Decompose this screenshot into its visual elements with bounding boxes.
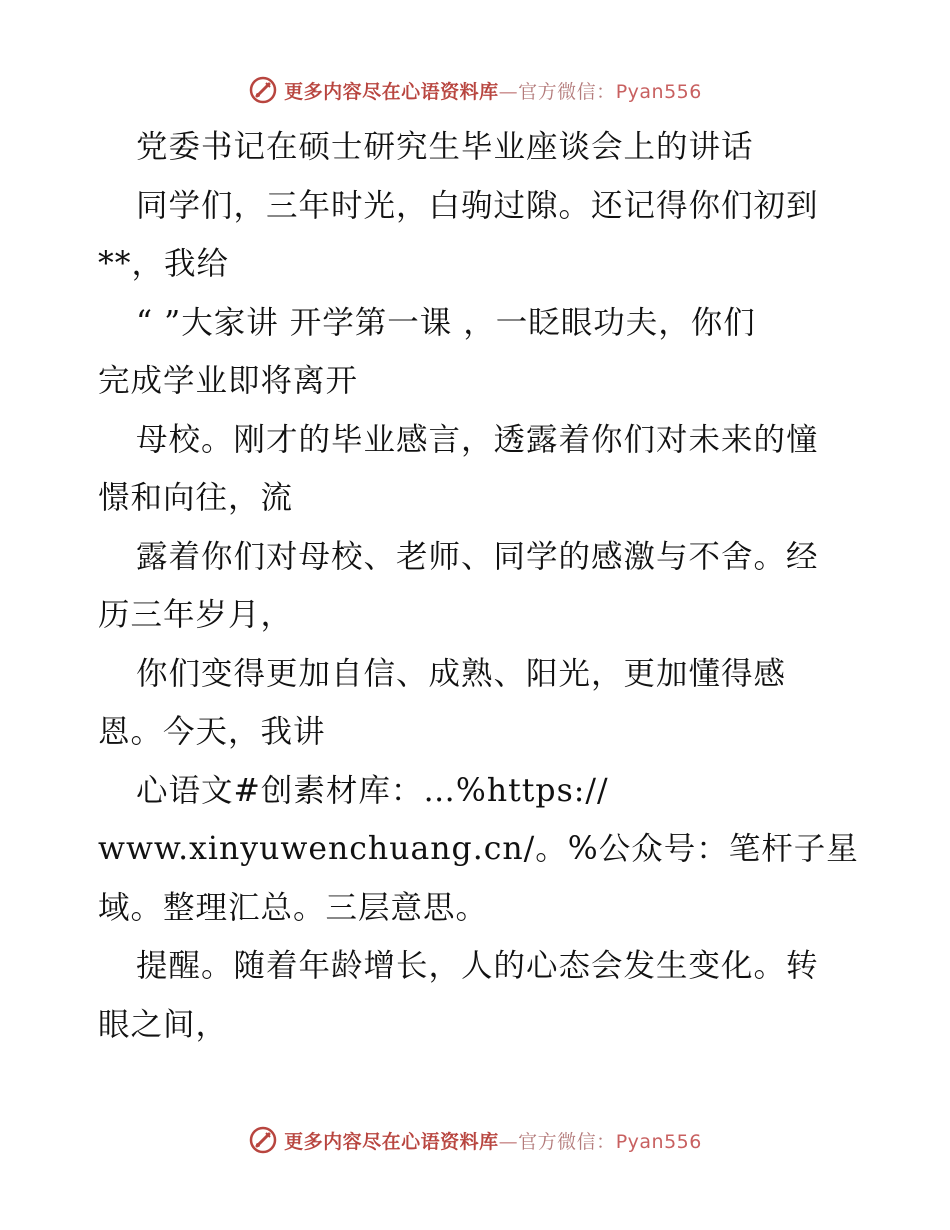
pen-logo-icon [248,1125,278,1155]
watermark-wechat-label: 官方微信： [518,1130,616,1153]
text-line: www.xinyuwenchuang.cn/。%公众号：笔杆子星 [98,831,859,867]
text-line: **，我给 [98,246,230,282]
document-body [98,118,858,1054]
watermark-text [284,77,702,104]
watermark-brand: 更多内容尽在心语资料库 [284,80,499,103]
text-line: 眼之间， [98,1006,229,1043]
pen-logo-icon [248,75,278,105]
text-line: 你们变得更加自信、成熟、阳光，更加懂得感 [136,655,787,692]
header-watermark-banner [0,68,950,112]
text-line: 露着你们对母校、老师、同学的感激与不舍。经 [136,538,819,575]
text-line: 同学们，三年时光，白驹过隙。还记得你们初到 [136,187,819,224]
text-line: “ ”大家讲 开学第一课 ，一眨眼功夫，你们 [136,304,756,341]
watermark-wechat-id: Pyan556 [615,1130,702,1153]
watermark-dash: — [498,1130,519,1153]
text-line: 域。整理汇总。三层意思。 [98,889,489,926]
footer-watermark-banner [0,1118,950,1162]
text-line: 憬和向往，流 [98,480,294,516]
watermark-text [284,1127,702,1154]
watermark-dash: — [498,80,519,103]
text-line: 母校。刚才的毕业感言，透露着你们对未来的憧 [136,421,819,458]
watermark-wechat-label: 官方微信： [518,80,616,103]
watermark-wechat-id: Pyan556 [615,80,702,103]
text-line: 提醒。随着年龄增长，人的心态会发生变化。转 [136,948,819,984]
watermark-brand: 更多内容尽在心语资料库 [284,1130,499,1153]
text-line: 完成学业即将离开 [98,363,359,399]
text-line: 恩。今天，我讲 [98,714,326,750]
document-title: 党委书记在硕士研究生毕业座谈会上的讲话 [136,129,754,165]
text-line: 心语文#创素材库：…%https:// [136,772,609,809]
text-line: 历三年岁月， [98,597,294,633]
